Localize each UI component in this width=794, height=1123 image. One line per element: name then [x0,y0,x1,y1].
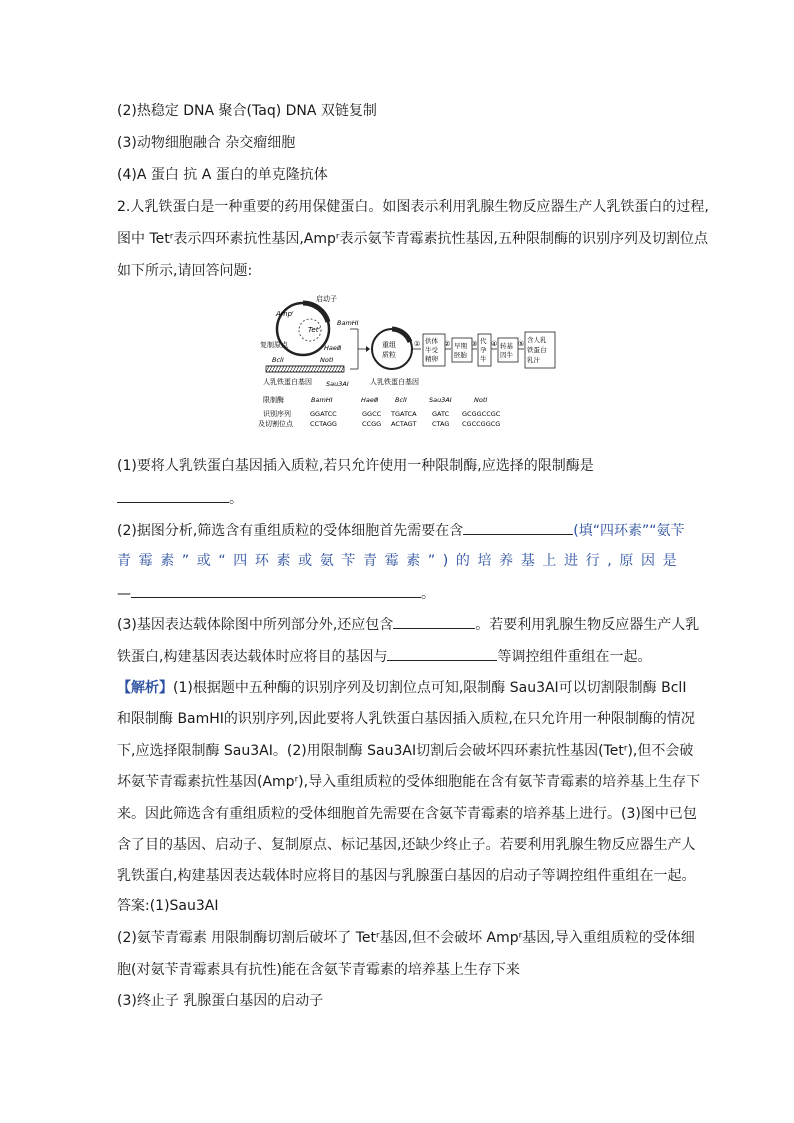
q2-line2 [117,551,677,571]
q2-line2-char: 养 [499,553,514,569]
bcli-label: BclⅠ [272,356,284,364]
enzyme-top-sau3ai: GATC [432,410,450,418]
q2-line2-char: , [607,553,612,569]
q2-line2-char: 培 [477,553,492,569]
box1-line1: 供体 [425,337,438,345]
analysis-text-1: (1)根据题中五种酶的识别序列及切割位点可知,限制酶 Sau3AⅠ可以切割限制酶 BclⅠ [173,680,687,696]
analysis-tag: 【解析】 [117,680,173,696]
analysis-line3: 下,应选择限制酶 Sau3AⅠ。(2)用限制酶 Sau3AⅠ切割后会破坏四环素抗性基因(Tetʳ),但不会破 [117,743,694,759]
q2-line2-char: 进 [564,553,579,569]
q2-line2-char: 或 [196,553,211,569]
tet-label: Tetʳ [308,326,321,334]
q2-line2-char: 或 [298,553,313,569]
q2-line2-char: 上 [542,553,557,569]
q2-line2-char: 苄 [341,553,356,569]
recombinant-label-2: 质粒 [382,351,396,359]
ori-label: 复制原点 [260,341,288,349]
sau3ai-label: Sau3AⅠ [326,380,349,388]
answer-line1: 答案:(1)Sau3AⅠ [117,898,219,914]
enzyme-name-haeiii: HaeⅢ [361,396,379,404]
box2-line2: 胚胎 [454,351,467,359]
q3-answer-blank-1[interactable] [393,614,475,629]
q1-line2 [117,488,243,509]
question-stem-line1: 2.人乳铁蛋白是一种重要的药用保健蛋白。如图表示利用乳腺生物反应器生产人乳铁蛋白的过程, [117,199,709,215]
enzyme-bottom-sau3ai: CTAG [432,420,450,428]
q2-line2-char: 四 [233,553,248,569]
process-figure [258,292,558,442]
q2-line2-char: 素 [160,553,175,569]
box5-line3: 乳汁 [527,356,540,364]
promoter-label: 启动子 [316,295,337,303]
q2-answer-blank[interactable] [463,520,573,535]
q2-period: 。 [421,586,435,602]
box5-line2: 铁蛋白 [527,346,547,354]
q2-line2-char: ” [181,553,190,569]
q2-reason-blank[interactable] [131,583,421,598]
enzyme-cells [310,396,501,428]
step-3: ③ [471,340,478,348]
haeiii-label: HaeⅢ [324,344,342,352]
q2-text-b: (填“四环素”“氨苄 [573,523,685,539]
q2-line3 [117,583,435,604]
bamhi-label: BamHⅠ [337,319,359,327]
box3-line1: 代 [480,337,487,345]
q2-line2-char: ” [427,553,436,569]
step-2: ② [444,340,451,348]
q3-answer-blank-2[interactable] [387,646,497,661]
q2-line2-char: 环 [254,553,269,569]
box4-line1: 转基 [500,342,513,350]
box4-line2: 因牛 [500,351,513,359]
table-site-label-2: 及切割位点 [258,420,293,428]
q3-text-c: 铁蛋白,构建基因表达载体时应将目的基因与 [117,649,388,665]
q3-text-d: 等调控组件重组在一起。 [497,649,652,665]
enzyme-bottom-haeiii: CCGG [362,420,382,428]
prev-answer-4: (4)A 蛋白 抗 A 蛋白的单克隆抗体 [117,167,328,183]
enzyme-top-bcli: TGATCA [391,410,417,418]
q2-line2-char: 行 [585,553,600,569]
analysis-line5: 来。因此筛选含有重组质粒的受体细胞首先需要在含氨苄青霉素的培养基上进行。(3)图中已包 [117,806,697,822]
q2-line2-char: 霉 [138,553,153,569]
prev-answer-2: (2)热稳定 DNA 聚合(Taq) DNA 双链复制 [117,103,377,119]
box2-line1: 早期 [454,342,467,350]
enzyme-name-noti: NotⅠ [474,396,488,404]
q2-line2-char: 素 [406,553,421,569]
q2-line2-char: 的 [455,553,470,569]
q1-period: 。 [229,491,243,507]
box1-line3: 精卵 [425,355,438,363]
analysis-line6: 含了目的基因、启动子、复制原点、标记基因,还缺少终止子。若要利用乳腺生物反应器生产人 [117,837,696,853]
enzyme-top-haeiii: GGCC [362,410,382,418]
analysis-line2: 和限制酶 BamHⅠ的识别序列,因此要将人乳铁蛋白基因插入质粒,在只允许用一种限制酶的情况 [117,711,695,727]
answer-line4: (3)终止子 乳腺蛋白基因的启动子 [117,993,324,1009]
analysis-line7: 乳铁蛋白,构建基因表达载体时应将目的基因与乳腺蛋白基因的启动子等调控组件重组在一起。 [117,868,696,884]
q2-text-a: (2)据图分析,筛选含有重组质粒的受体细胞首先需要在含 [117,523,464,539]
enzyme-bottom-noti: CGCCGGCG [462,420,501,428]
step-4: ④ [491,340,498,348]
q1-answer-blank[interactable] [117,488,229,503]
enzyme-name-sau3ai: Sau3AⅠ [429,396,452,404]
answer-line2: (2)氨苄青霉素 用限制酶切割后破坏了 Tetʳ基因,但不会破坏 Ampʳ基因,导入重组质粒的受体细 [117,930,695,946]
donor-gene-label: 人乳铁蛋白基因 [263,378,312,386]
step-1: ① [414,340,421,348]
box3-line3: 牛 [480,355,487,363]
enzyme-name-bamhi: BamHⅠ [311,396,333,404]
q2-line2-char: 青 [117,553,131,569]
analysis-line4: 坏氨苄青霉素抗性基因(Ampʳ),导入重组质粒的受体细胞能在含有氨苄青霉素的培养基上生存下 [117,774,701,790]
q2-line2-char: 氨 [319,553,334,569]
q2-line2-char: “ [218,553,226,569]
q2-line2-char: 青 [363,553,378,569]
q3-text-b: 。若要利用乳腺生物反应器生产人乳 [475,617,700,633]
enzyme-bottom-bamhi: CCTAGG [310,420,337,428]
question-stem-line3: 如下所示,请回答问题: [117,263,253,279]
q3-line1 [117,614,699,635]
enzyme-top-bamhi: GGATCC [310,410,337,418]
box5-line1: 含人乳 [527,336,547,344]
q2-line2-char: 原 [619,553,634,569]
q1-line1: (1)要将人乳铁蛋白基因插入质粒,若只允许使用一种限制酶,应选择的限制酶是 [117,458,594,474]
q2-line2-char: 霉 [384,553,399,569]
analysis-line1 [117,678,686,698]
enzyme-name-bcli: BclⅠ [395,396,407,404]
q2-prefix: — [117,586,131,602]
enzyme-bottom-bcli: ACTAGT [391,420,417,428]
box1-line2: 牛受 [425,346,438,354]
table-site-label-1: 识别序列 [263,410,291,418]
enzyme-top-noti: GCGGCCGC [462,410,501,418]
answer-line3: 胞(对氨苄青霉素具有抗性)能在含氨苄青霉素的培养基上生存下来 [117,962,520,978]
q2-line2-char: 是 [662,553,677,569]
prev-answer-3: (3)动物细胞融合 杂交瘤细胞 [117,135,296,151]
amp-label: Ampʳ [276,310,294,318]
q2-line2-char: 基 [520,553,535,569]
q2-line2-char: ) [442,553,449,569]
question-stem-line2: 图中 Tetʳ表示四环素抗性基因,Ampʳ表示氨苄青霉素抗性基因,五种限制酶的识别序列及切割位点 [117,231,708,247]
q2-line2-char: 因 [640,553,655,569]
noti-label: NotⅠ [320,356,334,364]
step-5: ⑤ [518,340,525,348]
q2-line1 [117,520,685,541]
q3-text-a: (3)基因表达载体除图中所列部分外,还应包含 [117,617,394,633]
q2-line2-char: 素 [276,553,291,569]
recombinant-label-1: 重组 [382,341,396,349]
recombinant-gene-label: 人乳铁蛋白基因 [370,378,419,386]
box3-line2: 孕 [480,346,487,354]
q3-line2 [117,646,651,667]
table-enzyme-label: 限制酶 [263,396,284,404]
